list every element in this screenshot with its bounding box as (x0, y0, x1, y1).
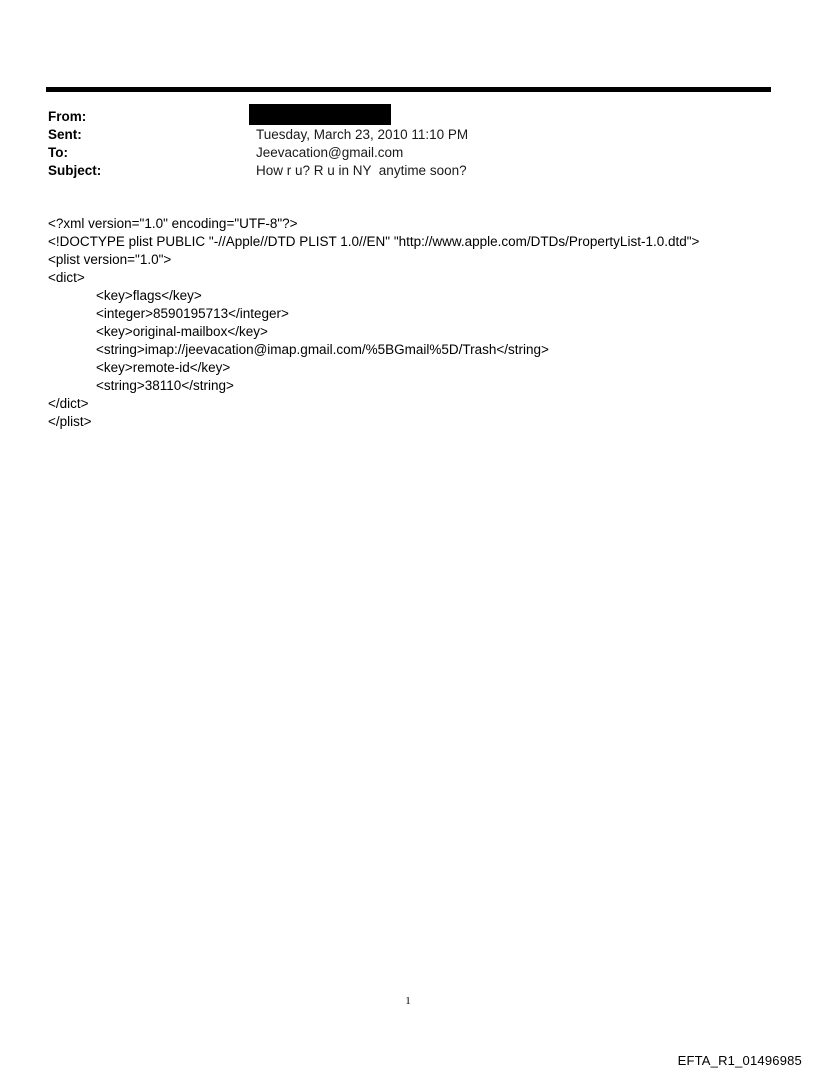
subject-row (48, 162, 768, 180)
dict-open-line: <dict> (48, 270, 85, 285)
string-remote-id-line: <string>38110</string> (96, 378, 234, 393)
to-value: Jeevacation@gmail.com (256, 145, 404, 160)
email-header (48, 108, 768, 180)
xml-declaration-line: <?xml version="1.0" encoding="UTF-8"?> (48, 216, 298, 231)
key-remote-id-line: <key>remote-id</key> (96, 360, 231, 375)
to-row (48, 144, 768, 162)
header-divider (46, 87, 771, 92)
redaction-block (249, 104, 391, 125)
to-label: To: (48, 145, 68, 160)
sent-label: Sent: (48, 127, 82, 142)
from-label: From: (48, 109, 87, 124)
string-mailbox-line: <string>imap://jeevacation@imap.gmail.com/%5BGmail%5D/Trash</string> (96, 342, 549, 357)
key-flags-line: <key>flags</key> (96, 288, 202, 303)
sent-value: Tuesday, March 23, 2010 11:10 PM (256, 127, 469, 142)
subject-value: How r u? R u in NY anytime soon? (256, 163, 467, 178)
document-id: EFTA_R1_01496985 (677, 1053, 802, 1068)
doctype-line: <!DOCTYPE plist PUBLIC "-//Apple//DTD PLIST 1.0//EN" "http://www.apple.com/DTDs/PropertyList-1.0.dtd"> (48, 234, 700, 249)
sent-row (48, 126, 768, 144)
email-body (48, 215, 788, 431)
plist-close-line: </plist> (48, 414, 92, 429)
plist-open-line: <plist version="1.0"> (48, 252, 172, 267)
page-number: 1 (405, 995, 411, 1007)
key-mailbox-line: <key>original-mailbox</key> (96, 324, 268, 339)
from-row (48, 108, 768, 126)
dict-close-line: </dict> (48, 396, 89, 411)
integer-flags-line: <integer>8590195713</integer> (96, 306, 289, 321)
subject-label: Subject: (48, 163, 102, 178)
